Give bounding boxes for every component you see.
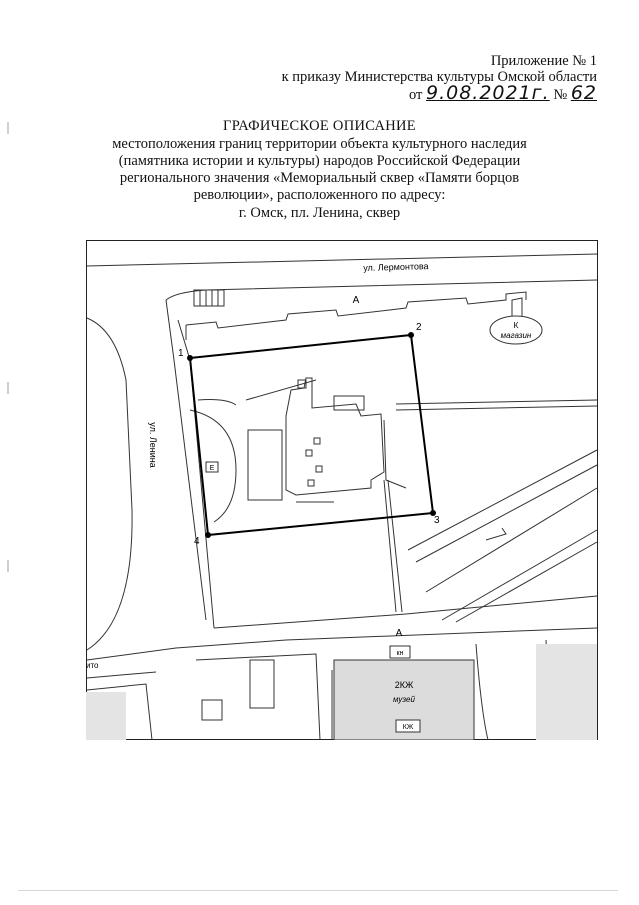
point-4-label: 4 <box>194 536 200 547</box>
point-1-label: 1 <box>178 348 184 359</box>
boundary-point-4 <box>205 532 211 538</box>
title-line-5: г. Омск, пл. Ленина, сквер <box>238 205 401 221</box>
order-reference: к приказу Министерства культуры Омской области <box>281 69 597 85</box>
boundary-point-2 <box>408 332 414 338</box>
street-lenina-label: ул. Ленина <box>148 422 158 468</box>
zone-a-label: А <box>395 628 403 639</box>
edge-text: ито <box>86 661 99 670</box>
scan-edge-mark <box>7 560 9 572</box>
title-line-4: революции», расположенного по адресу: <box>193 187 446 203</box>
shop-label: магазин <box>500 331 532 340</box>
point-2-label: 2 <box>416 322 422 333</box>
boundary-point-1 <box>187 355 193 361</box>
hatched-area <box>536 644 597 740</box>
date-prefix: от <box>408 87 423 103</box>
order-date-line <box>409 84 597 104</box>
scan-edge-mark <box>7 122 9 134</box>
title-line-1: местоположения границ территории объекта культурного наследия <box>112 136 527 152</box>
number-prefix: № <box>553 87 568 103</box>
shop-k-label: К <box>513 321 519 330</box>
small-structure-label: Ε <box>209 465 215 472</box>
order-number: 62 <box>570 82 597 104</box>
map-drawing <box>86 240 598 740</box>
order-date: 9.08.2021г. <box>425 82 550 104</box>
kzh-label: КЖ <box>402 724 414 731</box>
scan-bottom-line <box>18 890 618 891</box>
street-lermontova-label: ул. Лермонтова <box>363 261 429 273</box>
point-3-label: 3 <box>434 515 440 526</box>
boundary-map <box>86 240 598 740</box>
title-line-3: регионального значения «Мемориальный сквер «Памяти борцов <box>119 170 520 186</box>
hatched-area <box>86 692 126 740</box>
scan-edge-mark <box>7 382 9 394</box>
appendix-number: Приложение № 1 <box>490 53 597 69</box>
zone-a-label: А <box>352 295 360 306</box>
kn-label: кн <box>396 650 404 657</box>
main-building-label: 2КЖ <box>394 680 414 690</box>
document-heading: ГРАФИЧЕСКОЕ ОПИСАНИЕ <box>223 118 416 134</box>
title-line-2: (памятника истории и культуры) народов Российской Федерации <box>118 153 521 169</box>
museum-label: музей <box>393 695 415 704</box>
